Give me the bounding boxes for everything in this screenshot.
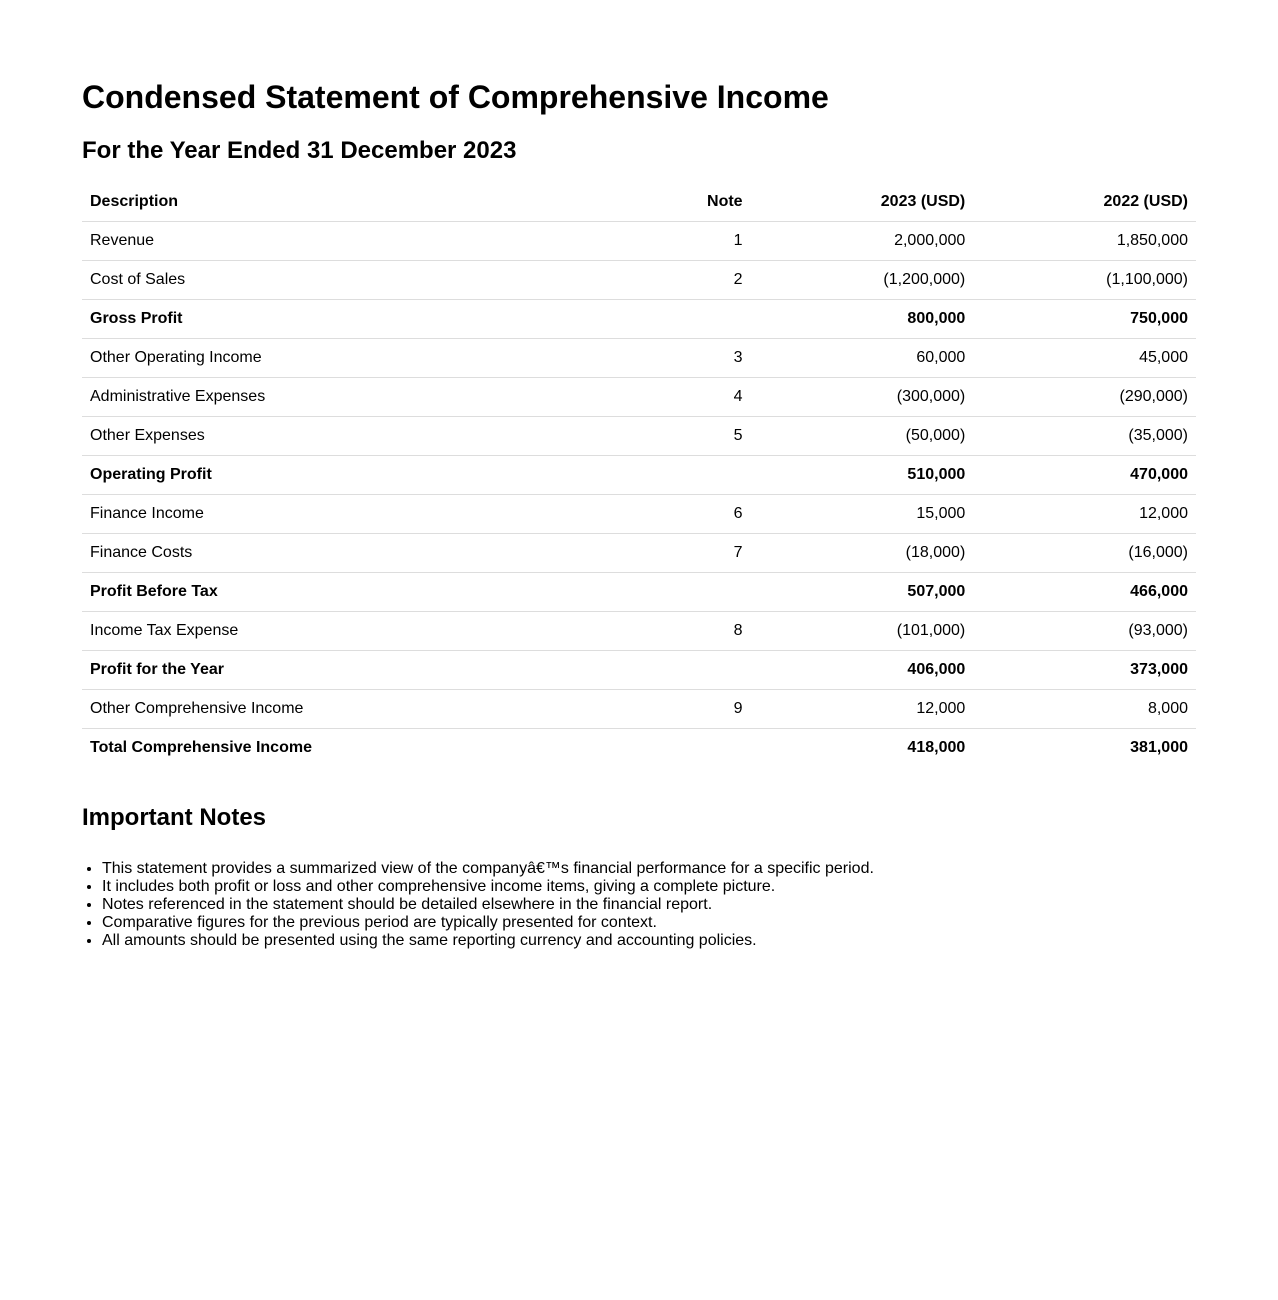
row-value-2022: 45,000 xyxy=(973,339,1196,378)
row-value-2022: 373,000 xyxy=(973,651,1196,690)
row-value-2023: 12,000 xyxy=(751,690,974,729)
row-note: 1 xyxy=(612,222,750,261)
row-description: Gross Profit xyxy=(82,300,612,339)
row-description: Profit for the Year xyxy=(82,651,612,690)
row-value-2022: (16,000) xyxy=(973,534,1196,573)
row-description: Revenue xyxy=(82,222,612,261)
row-value-2023: (1,200,000) xyxy=(751,261,974,300)
row-value-2023: 60,000 xyxy=(751,339,974,378)
note-item: • Notes referenced in the statement should be detailed elsewhere in the financial report. xyxy=(102,896,1196,914)
row-description: Finance Income xyxy=(82,495,612,534)
table-row xyxy=(82,573,1196,612)
table-row xyxy=(82,612,1196,651)
column-header-note: Note xyxy=(612,183,750,222)
row-description: Other Comprehensive Income xyxy=(82,690,612,729)
row-description: Other Operating Income xyxy=(82,339,612,378)
row-value-2023: 800,000 xyxy=(751,300,974,339)
table-row xyxy=(82,378,1196,417)
row-note xyxy=(612,729,750,768)
row-value-2022: (1,100,000) xyxy=(973,261,1196,300)
row-note xyxy=(612,300,750,339)
table-row xyxy=(82,690,1196,729)
row-value-2022: (290,000) xyxy=(973,378,1196,417)
period-subtitle: For the Year Ended 31 December 2023 xyxy=(82,137,517,164)
row-description: Operating Profit xyxy=(82,456,612,495)
column-header-2023: 2023 (USD) xyxy=(751,183,974,222)
row-value-2022: 466,000 xyxy=(973,573,1196,612)
row-value-2022: (35,000) xyxy=(973,417,1196,456)
row-description: Finance Costs xyxy=(82,534,612,573)
table-row xyxy=(82,300,1196,339)
row-value-2022: (93,000) xyxy=(973,612,1196,651)
row-note: 8 xyxy=(612,612,750,651)
row-note xyxy=(612,573,750,612)
row-description: Administrative Expenses xyxy=(82,378,612,417)
table-row xyxy=(82,222,1196,261)
row-description: Other Expenses xyxy=(82,417,612,456)
note-item: • This statement provides a summarized view of the companyâ€™s financial performance for a specific period. xyxy=(102,860,1196,878)
table-row xyxy=(82,729,1196,768)
row-value-2022: 750,000 xyxy=(973,300,1196,339)
table-row xyxy=(82,261,1196,300)
table-row xyxy=(82,495,1196,534)
row-value-2023: 406,000 xyxy=(751,651,974,690)
notes-title: Important Notes xyxy=(82,804,267,831)
row-value-2023: 507,000 xyxy=(751,573,974,612)
column-header-2022: 2022 (USD) xyxy=(973,183,1196,222)
row-note xyxy=(612,651,750,690)
table-row xyxy=(82,534,1196,573)
note-item: • Comparative figures for the previous period are typically presented for context. xyxy=(102,914,1196,932)
table-body xyxy=(82,222,1196,768)
row-note: 6 xyxy=(612,495,750,534)
column-header-description: Description xyxy=(82,183,612,222)
row-note: 7 xyxy=(612,534,750,573)
row-value-2022: 470,000 xyxy=(973,456,1196,495)
row-description: Profit Before Tax xyxy=(82,573,612,612)
row-value-2022: 1,850,000 xyxy=(973,222,1196,261)
row-value-2023: (101,000) xyxy=(751,612,974,651)
row-description: Total Comprehensive Income xyxy=(90,739,312,756)
row-value-2023: 510,000 xyxy=(751,456,974,495)
row-value-2023: 15,000 xyxy=(751,495,974,534)
row-value-2023: 418,000 xyxy=(907,739,966,756)
note-item: • It includes both profit or loss and other comprehensive income items, giving a complete picture. xyxy=(102,878,1196,896)
row-value-2022: 12,000 xyxy=(973,495,1196,534)
row-note: 5 xyxy=(612,417,750,456)
row-value-2022: 381,000 xyxy=(1130,739,1188,756)
table-row xyxy=(82,339,1196,378)
row-value-2023: 2,000,000 xyxy=(751,222,974,261)
table-row xyxy=(82,417,1196,456)
row-description: Income Tax Expense xyxy=(82,612,612,651)
note-item: • All amounts should be presented using the same reporting currency and accounting policies. xyxy=(102,932,1196,950)
row-value-2023: (50,000) xyxy=(751,417,974,456)
income-statement-table xyxy=(82,183,1196,767)
notes-list xyxy=(82,860,1196,950)
row-note xyxy=(612,456,750,495)
row-value-2023: (300,000) xyxy=(751,378,974,417)
row-value-2023: (18,000) xyxy=(751,534,974,573)
table-row xyxy=(82,651,1196,690)
page-title: Condensed Statement of Comprehensive Income xyxy=(82,79,829,115)
row-description: Cost of Sales xyxy=(82,261,612,300)
row-note: 9 xyxy=(612,690,750,729)
row-value-2022: 8,000 xyxy=(973,690,1196,729)
table-header-row xyxy=(82,183,1196,222)
row-note: 4 xyxy=(612,378,750,417)
row-note: 2 xyxy=(612,261,750,300)
row-note: 3 xyxy=(612,339,750,378)
table-row xyxy=(82,456,1196,495)
